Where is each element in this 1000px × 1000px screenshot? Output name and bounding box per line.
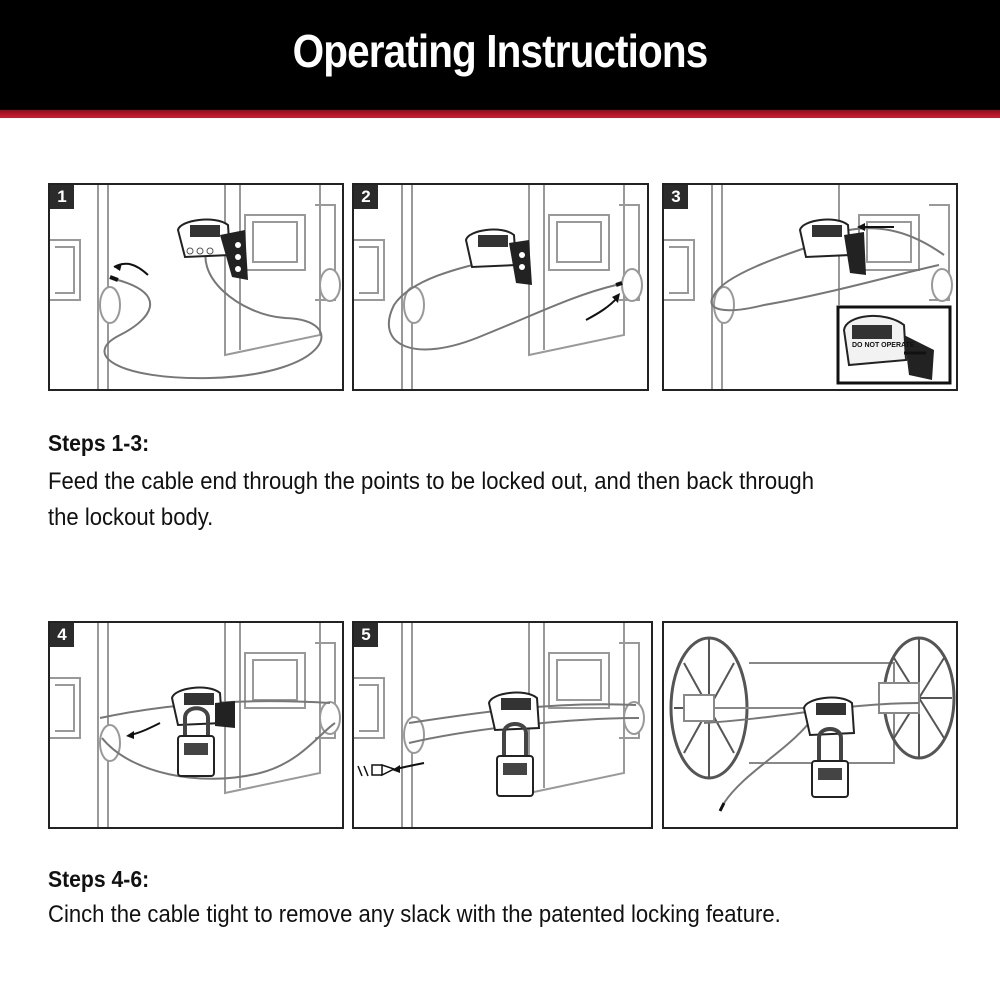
step-badge: 1 <box>50 185 74 209</box>
inset-label: DO NOT OPERATE <box>852 342 915 349</box>
step-badge: 5 <box>354 623 378 647</box>
step-3-panel <box>662 183 958 391</box>
step-6-panel <box>662 621 958 829</box>
step-badge: 3 <box>664 185 688 209</box>
lockout-step-feed-cable-illustration <box>50 185 342 389</box>
accent-stripe <box>0 110 1000 118</box>
step-badge: 4 <box>50 623 74 647</box>
section-title: Steps 4-6: <box>48 866 150 892</box>
header-bar <box>0 0 1000 110</box>
section-body: Feed the cable end through the points to be locked out, and then back through the lockout body. <box>48 468 815 531</box>
step-badge: 2 <box>354 185 378 209</box>
lockout-step-attach-padlock-illustration <box>50 623 342 827</box>
step-5-panel <box>352 621 653 829</box>
step-4-panel <box>48 621 344 829</box>
section-title: Steps 1-3: <box>48 430 150 456</box>
page-title: Operating Instructions <box>292 25 708 77</box>
lockout-step-route-cable-illustration <box>354 185 647 389</box>
valve-handwheel-lockout-illustration <box>664 623 956 827</box>
step-2-panel <box>352 183 649 391</box>
step-1-panel <box>48 183 344 391</box>
section-body: Cinch the cable tight to remove any slack with the patented locking feature. <box>48 901 781 928</box>
lockout-step-cinch-cable-illustration <box>354 623 651 827</box>
lockout-step-insert-cable-illustration <box>664 185 956 389</box>
